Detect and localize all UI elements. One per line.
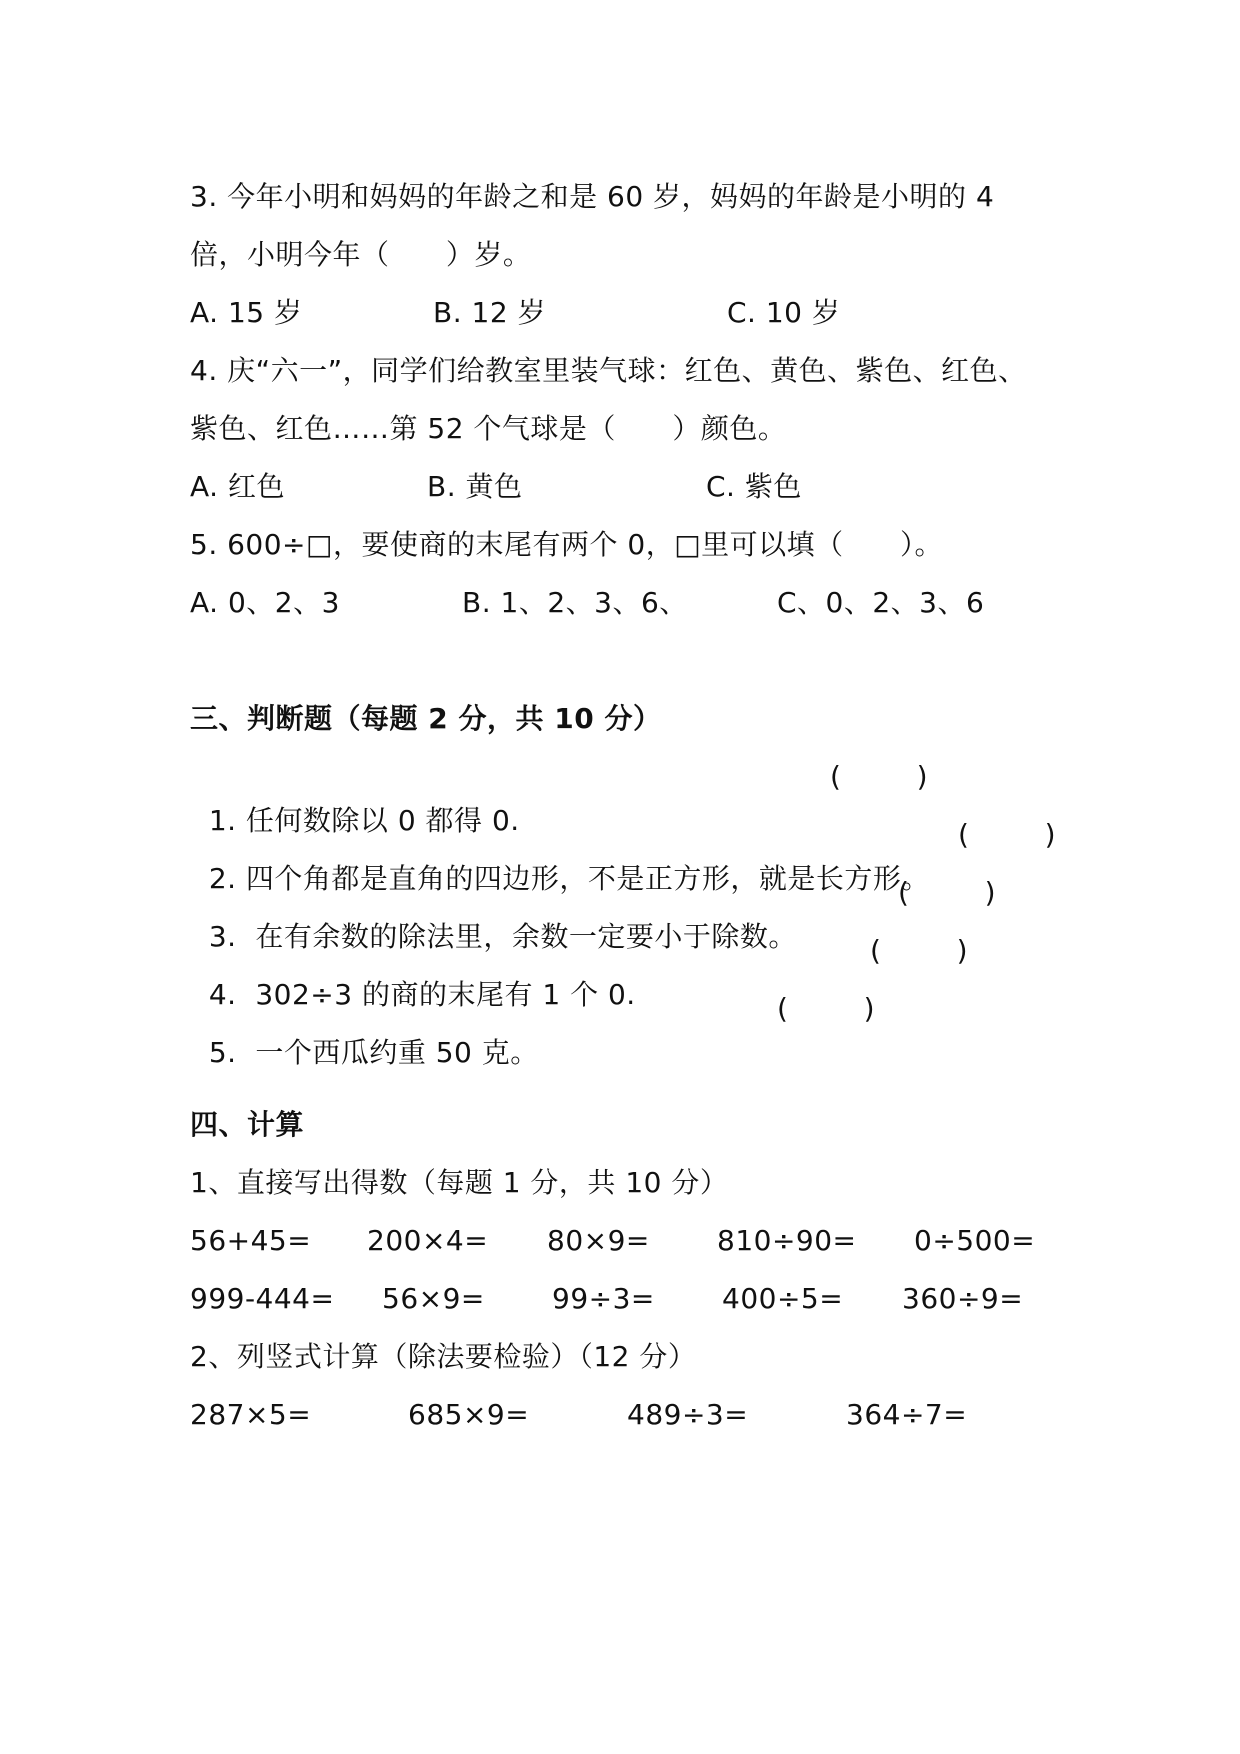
calc-part-2-title: 2、列竖式计算（除法要检验）（12 分） <box>190 1340 697 1373</box>
calc-part-1-title: 1、直接写出得数（每题 1 分，共 10 分） <box>190 1166 729 1199</box>
math-item: 489÷3= <box>627 1398 749 1431</box>
option-c: C. 10 岁 <box>727 296 841 329</box>
option-a: A. 15 岁 <box>190 296 303 329</box>
judgement-item-2 <box>190 813 1057 895</box>
option-b: B. 12 岁 <box>433 296 547 329</box>
judgement-item-4 <box>190 929 969 1011</box>
math-item: 364÷7= <box>846 1398 968 1431</box>
question-5-line-1: 5. 600÷□，要使商的末尾有两个 0，□里可以填（ ）。 <box>190 528 944 561</box>
math-item: 56+45= <box>190 1224 312 1257</box>
option-b: B. 1、2、3、6、 <box>462 586 688 619</box>
question-4-line-2: 紫色、红色……第 52 个气球是（ ）颜色。 <box>190 412 787 445</box>
answer-blank: ( ) <box>898 876 997 909</box>
math-item: 287×5= <box>190 1398 312 1431</box>
judgement-item-text: 2. 四个角都是直角的四边形，不是正方形，就是长方形。 <box>208 862 930 895</box>
judgement-section-heading: 三、判断题（每题 2 分，共 10 分） <box>190 702 662 735</box>
math-item: 99÷3= <box>552 1282 655 1315</box>
mental-math-row-1 <box>190 1219 1036 1263</box>
answer-blank: ( ) <box>958 818 1057 851</box>
answer-blank: ( ) <box>870 934 969 967</box>
question-3-line-1: 3. 今年小明和妈妈的年龄之和是 60 岁，妈妈的年龄是小明的 4 <box>190 180 995 213</box>
option-c: C. 紫色 <box>706 470 802 503</box>
question-4-line-1: 4. 庆“六一”，同学们给教室里装气球：红色、黄色、紫色、红色、 <box>190 354 1027 387</box>
answer-blank: ( ) <box>830 760 929 793</box>
math-item: 80×9= <box>547 1224 650 1257</box>
question-3-options <box>190 291 841 335</box>
math-item: 400÷5= <box>722 1282 844 1315</box>
question-5-options <box>190 581 985 625</box>
option-a: A. 0、2、3 <box>190 586 340 619</box>
judgement-item-3 <box>190 871 997 953</box>
judgement-item-5 <box>190 987 876 1069</box>
vertical-calc-row <box>190 1393 968 1437</box>
math-item: 56×9= <box>382 1282 485 1315</box>
answer-blank: ( ) <box>777 992 876 1025</box>
judgement-item-text: 4. 302÷3 的商的末尾有 1 个 0. <box>208 978 636 1011</box>
judgement-item-text: 1. 任何数除以 0 都得 0. <box>208 804 520 837</box>
judgement-item-text: 3. 在有余数的除法里，余数一定要小于除数。 <box>208 920 797 953</box>
question-3-line-2: 倍，小明今年（ ）岁。 <box>190 238 532 271</box>
judgement-item-text: 5. 一个西瓜约重 50 克。 <box>208 1036 539 1069</box>
option-a: A. 红色 <box>190 470 285 503</box>
option-b: B. 黄色 <box>427 470 523 503</box>
question-4-options <box>190 465 802 509</box>
math-item: 685×9= <box>408 1398 530 1431</box>
math-item: 200×4= <box>367 1224 489 1257</box>
math-item: 0÷500= <box>914 1224 1036 1257</box>
judgement-item-1 <box>190 755 929 837</box>
math-item: 360÷9= <box>902 1282 1024 1315</box>
mental-math-row-2 <box>190 1277 1024 1321</box>
math-item: 999-444= <box>190 1282 335 1315</box>
math-item: 810÷90= <box>717 1224 857 1257</box>
calc-section-heading: 四、计算 <box>190 1108 305 1141</box>
option-c: C、0、2、3、6 <box>777 586 985 619</box>
